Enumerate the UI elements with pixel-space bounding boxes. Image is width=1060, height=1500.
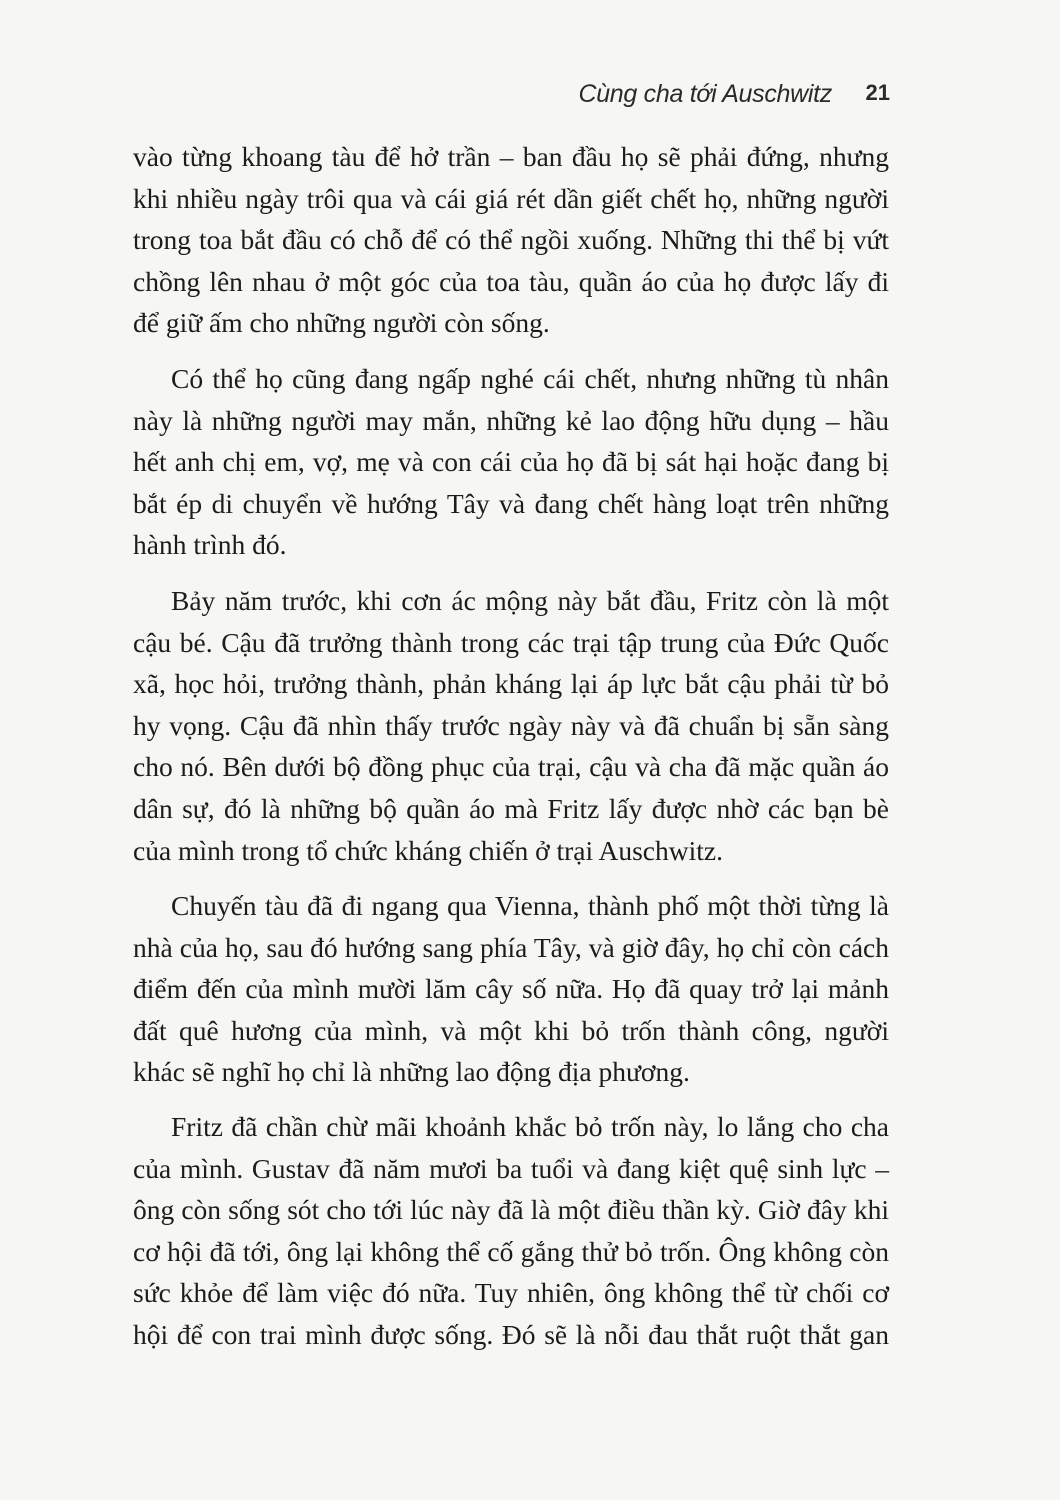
- text-line: của mình trong tổ chức kháng chiến ở trại Auschwitz.: [133, 834, 723, 866]
- text-line: điểm đến của mình mười lăm cây số nữa. Họ đã quay trở lại mảnh: [133, 973, 889, 1005]
- paragraph: [133, 1106, 889, 1356]
- text-line: chồng lên nhau ở một góc của toa tàu, quần áo của họ được lấy đi: [133, 265, 889, 297]
- page-number: 21: [865, 80, 890, 105]
- text-line: đất quê hương của mình, và một khi bỏ trốn thành công, người: [133, 1014, 889, 1046]
- text-line: cậu bé. Cậu đã trưởng thành trong các trại tập trung của Đức Quốc: [133, 626, 889, 658]
- text-line: Bảy năm trước, khi cơn ác mộng này bắt đầu, Fritz còn là một: [171, 585, 889, 616]
- text-line: cho nó. Bên dưới bộ đồng phục của trại, cậu và cha đã mặc quần áo: [133, 751, 889, 783]
- text-line: ông còn sống sót cho tới lúc này đã là một điều thần kỳ. Giờ đây khi: [133, 1194, 889, 1226]
- paragraph: [133, 358, 889, 566]
- text-line: trong toa bắt đầu có chỗ để có thể ngồi xuống. Những thi thể bị vứt: [133, 224, 889, 256]
- text-line: xã, học hỏi, trưởng thành, phản kháng lại áp lực bắt cậu phải từ bỏ: [133, 668, 889, 700]
- text-line: sức khỏe để làm việc đó nữa. Tuy nhiên, ông không thể từ chối cơ: [133, 1277, 889, 1309]
- text-line: khác sẽ nghĩ họ chỉ là những lao động địa phương.: [133, 1056, 690, 1088]
- text-line: hội để con trai mình được sống. Đó sẽ là nỗi đau thắt ruột thắt gan: [133, 1318, 889, 1350]
- text-line: này là những người may mắn, những kẻ lao động hữu dụng – hầu: [133, 404, 889, 436]
- text-line: Có thể họ cũng đang ngấp nghé cái chết, nhưng những tù nhân: [171, 363, 889, 394]
- text-line: khi nhiều ngày trôi qua và cái giá rét dần giết chết họ, những người: [133, 182, 889, 214]
- text-line: của mình. Gustav đã năm mươi ba tuổi và đang kiệt quệ sinh lực –: [133, 1152, 889, 1184]
- text-line: Fritz đã chần chừ mãi khoảnh khắc bỏ trốn này, lo lắng cho cha: [171, 1111, 889, 1142]
- text-line: hành trình đó.: [133, 529, 287, 561]
- paragraph: [133, 580, 889, 871]
- running-title: Cùng cha tới Auschwitz: [578, 80, 832, 108]
- paragraph: [133, 136, 889, 344]
- running-header: [560, 80, 890, 116]
- text-line: vào từng khoang tàu để hở trần – ban đầu họ sẽ phải đứng, nhưng: [133, 141, 889, 172]
- text-line: Chuyến tàu đã đi ngang qua Vienna, thành phố một thời từng là: [171, 890, 889, 921]
- text-line: dân sự, đó là những bộ quần áo mà Fritz lấy được nhờ các bạn bè: [133, 792, 889, 824]
- text-line: nhà của họ, sau đó hướng sang phía Tây, và giờ đây, họ chỉ còn cách: [133, 931, 889, 963]
- text-line: để giữ ấm cho những người còn sống.: [133, 307, 550, 339]
- paragraph: [133, 885, 889, 1093]
- text-line: bắt ép di chuyển về hướng Tây và đang chết hàng loạt trên những: [133, 487, 889, 519]
- text-line: hy vọng. Cậu đã nhìn thấy trước ngày này và đã chuẩn bị sẵn sàng: [133, 709, 889, 741]
- text-line: cơ hội đã tới, ông lại không thể cố gắng thử bỏ trốn. Ông không còn: [133, 1235, 889, 1267]
- text-line: hết anh chị em, vợ, mẹ và con cái của họ đã bị sát hại hoặc đang bị: [133, 446, 889, 478]
